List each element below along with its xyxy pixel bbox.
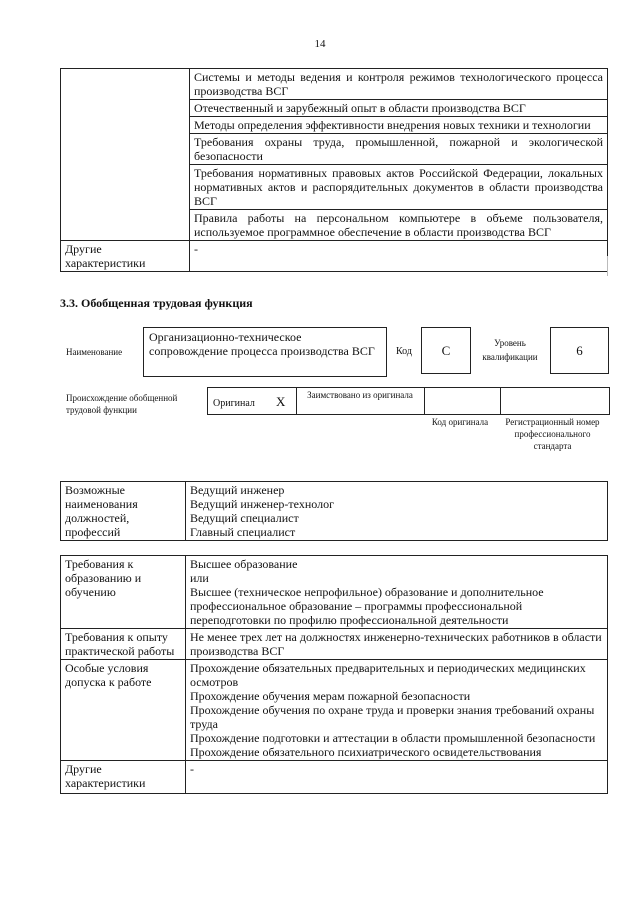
position-item: Ведущий инженер-технолог — [190, 497, 334, 511]
education-line: Высшее образование — [190, 557, 298, 571]
name-label: Наименование — [66, 347, 123, 357]
level-label: Уровень квалификации — [482, 338, 538, 362]
knowledge-row: Системы и методы ведения и контроля режимов технологического процесса производства ВСГ — [190, 69, 608, 100]
education-line: Высшее (техническое непрофильное) образование и дополнительное профессиональное образование – программы профессиональной переподготовки по профилю профессиональной деятельности — [190, 585, 544, 627]
condition-line: Прохождение обязательных предварительных и периодических медицинских осмотров — [190, 661, 586, 689]
position-item: Главный специалист — [190, 525, 296, 539]
code-label: Код — [396, 346, 412, 357]
positions-label: Возможные наименования должностей, профессий — [61, 482, 186, 541]
original-mark: X — [276, 394, 286, 409]
code-value: С — [421, 327, 471, 374]
requirements-table — [60, 555, 608, 794]
other-characteristics-value: - — [186, 761, 608, 794]
scan-edge — [607, 256, 608, 276]
knowledge-row: Требования охраны труда, промышленной, пожарной и экологической безопасности — [190, 134, 608, 165]
condition-line: Прохождение обучения мерам пожарной безопасности — [190, 689, 471, 703]
condition-line: Прохождение обязательного психиатрического освидетельствования — [190, 745, 542, 759]
name-box — [143, 327, 387, 377]
positions-table — [60, 481, 608, 541]
reg-caption: Регистрационный номер профессионального стандарта — [505, 417, 600, 451]
knowledge-row: Отечественный и зарубежный опыт в области производства ВСГ — [190, 100, 608, 117]
position-item: Ведущий специалист — [190, 511, 299, 525]
education-line: или — [190, 571, 209, 585]
condition-line: Прохождение обучения по охране труда и проверки знания требований охраны труда — [190, 703, 595, 731]
level-value: 6 — [550, 327, 609, 374]
origin-label: Происхождение обобщенной трудовой функции — [66, 393, 178, 415]
experience-label: Требования к опыту практической работы — [61, 629, 186, 660]
other-characteristics-value: - — [190, 241, 608, 272]
other-characteristics-label: Другие характеристики — [61, 761, 186, 794]
knowledge-row: Методы определения эффективности внедрения новых техники и технологии — [190, 117, 608, 134]
other-characteristics-label: Другие характеристики — [61, 241, 190, 272]
knowledge-row: Правила работы на персональном компьютере в объеме пользователя, используемое программное обеспечение в области производства ВСГ — [190, 210, 608, 241]
section-title: 3.3. Обобщенная трудовая функция — [60, 296, 253, 310]
experience-value: Не менее трех лет на должностях инженерно-технических работников в области производства ВСГ — [186, 629, 608, 660]
education-label: Требования к образованию и обучению — [61, 556, 186, 629]
name-value: Организационно-техническое сопровождение процесса производства ВСГ — [149, 330, 375, 358]
position-item: Ведущий инженер — [190, 483, 285, 497]
conditions-label: Особые условия допуска к работе — [61, 660, 186, 761]
code-caption: Код оригинала — [431, 417, 489, 427]
page-number: 14 — [314, 38, 326, 50]
borrowed-label: Заимствовано из оригинала — [307, 390, 413, 400]
condition-line: Прохождение подготовки и аттестации в области промышленной безопасности — [190, 731, 596, 745]
original-label: Оригинал — [213, 398, 255, 409]
knowledge-row: Требования нормативных правовых актов Российской Федерации, локальных нормативных актов и распорядительных документов в области производства ВСГ — [190, 165, 608, 210]
knowledge-table — [60, 68, 608, 272]
